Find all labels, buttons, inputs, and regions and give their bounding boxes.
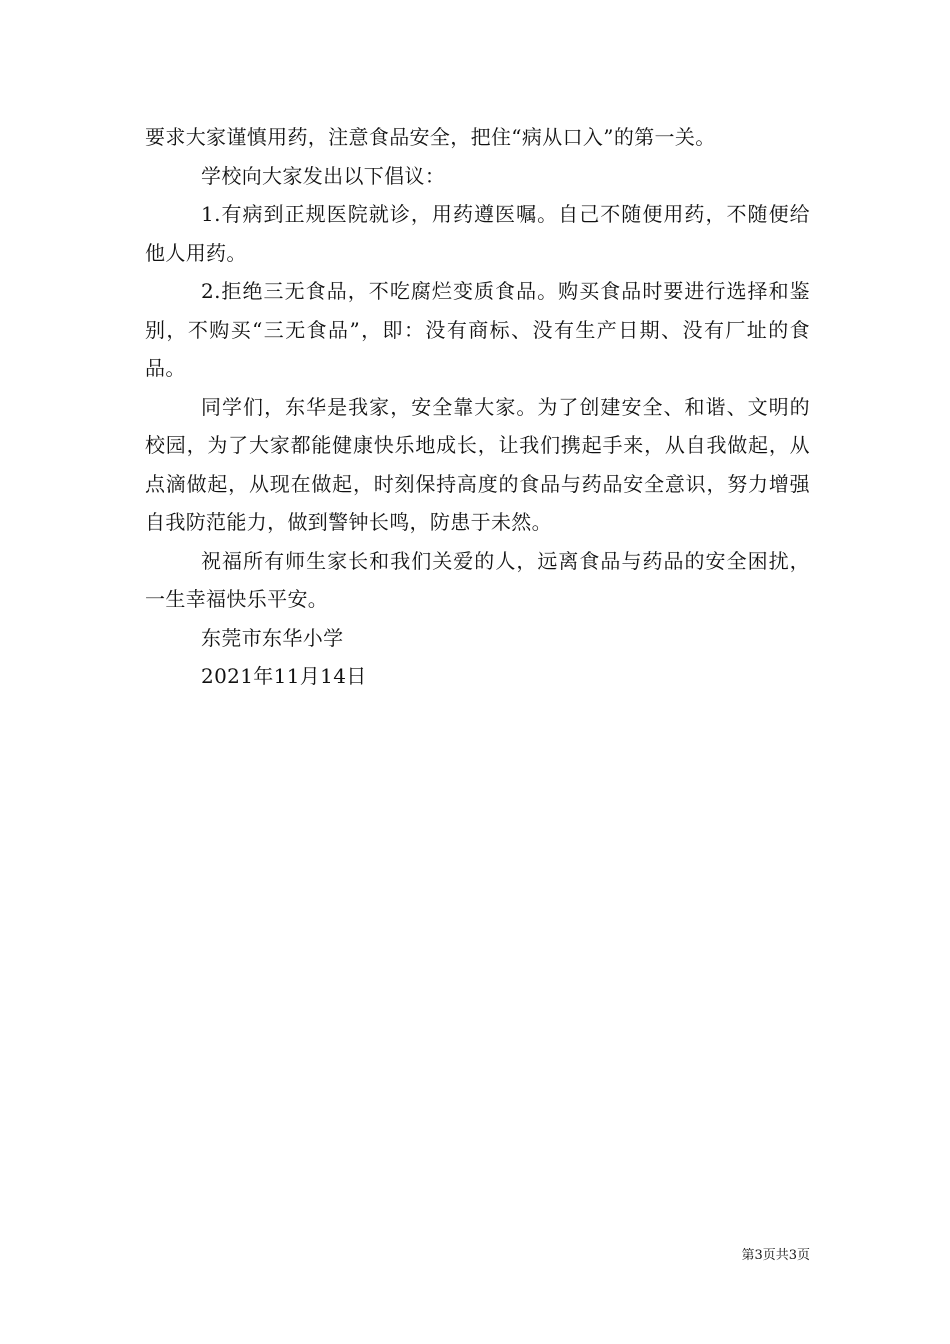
signature: 东莞市东华小学	[201, 625, 344, 650]
paragraph-proposal-2: 2.拒绝三无食品，不吃腐烂变质食品。购买食品时要进行选择和鉴别，不购买“三无食品”，即：没有商标、没有生产日期、没有厂址的食品。	[145, 279, 810, 380]
document-date: 2021年11月14日	[201, 664, 367, 688]
paragraph-proposal-intro: 学校向大家发出以下倡议：	[201, 163, 446, 188]
paragraph-blessing: 祝福所有师生家长和我们关爱的人，远离食品与药品的安全困扰，一生幸福快乐平安。	[145, 548, 810, 611]
paragraph-continuation: 要求大家谨慎用药，注意食品安全，把住“病从口入”的第一关。	[145, 125, 716, 149]
page-number-footer: 第3页共3页	[741, 1248, 810, 1263]
paragraph-call-to-action: 同学们，东华是我家，安全靠大家。为了创建安全、和谐、文明的校园，为了大家都能健康快乐地成长，让我们携起手来，从自我做起，从点滴做起，从现在做起，时刻保持高度的食品与药品安全意识，努力增强自我防范能力，做到警钟长鸣，防患于未然。	[145, 394, 810, 534]
document-body	[145, 118, 810, 696]
paragraph-proposal-1: 1.有病到正规医院就诊，用药遵医嘱。自己不随便用药，不随便给他人用药。	[145, 202, 810, 265]
